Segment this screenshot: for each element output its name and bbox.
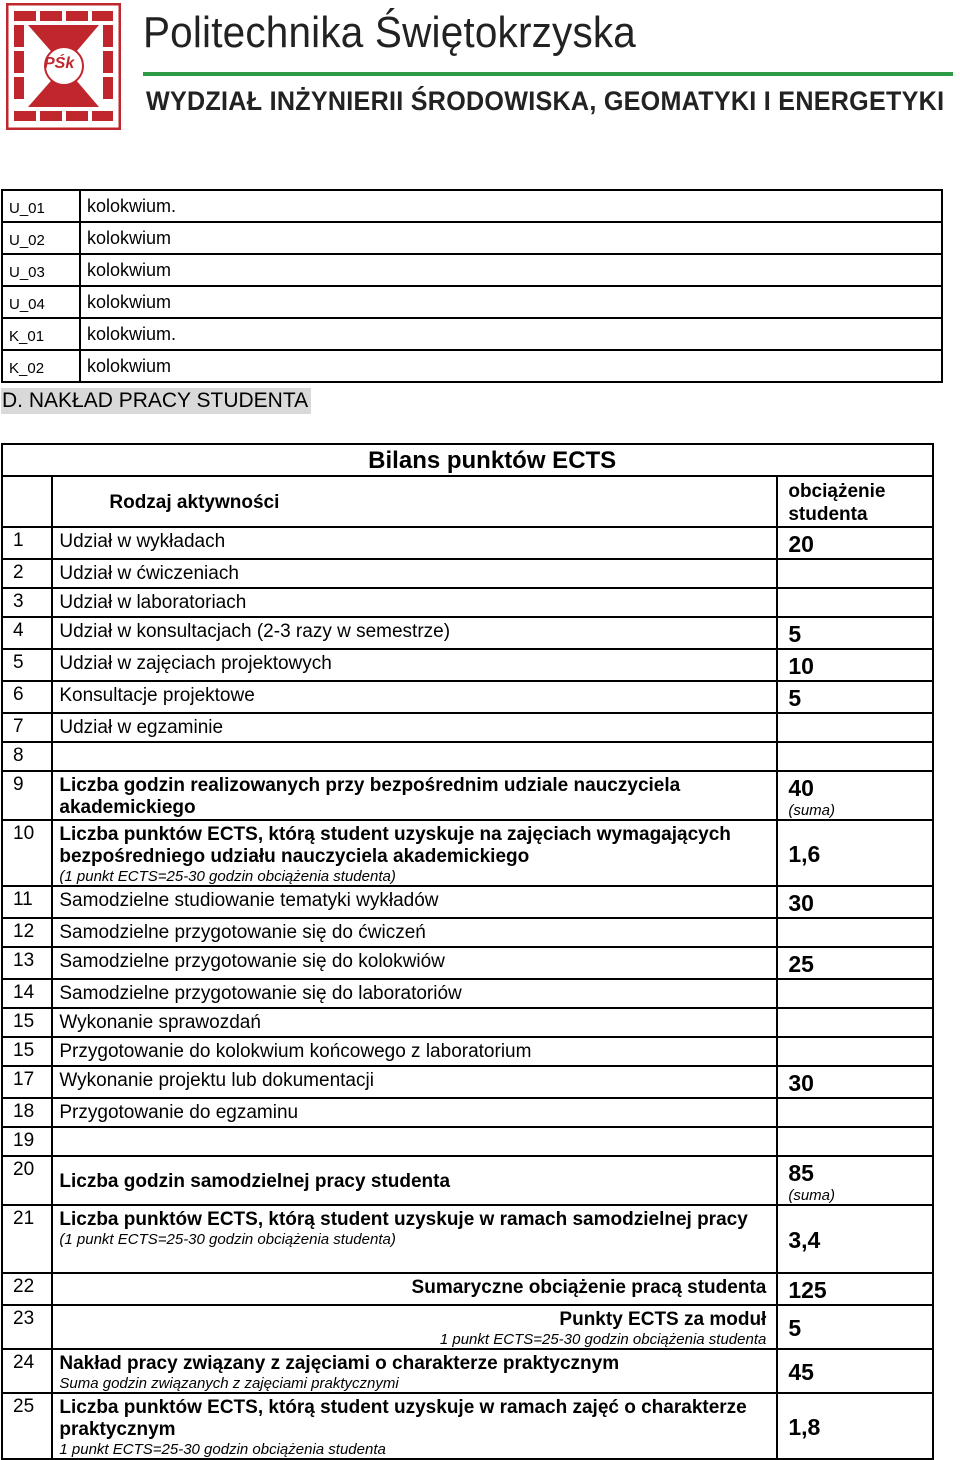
table-row (2, 979, 933, 1008)
activity-label: Liczba godzin samodzielnej pracy studenta (59, 1171, 451, 1192)
effect-method: kolokwium. (80, 190, 942, 222)
row-number: 24 (2, 1349, 52, 1393)
load-value: 30 (788, 890, 814, 916)
load-cell (777, 1205, 933, 1273)
activity-cell (52, 886, 777, 918)
activity-label: Liczba godzin realizowanych przy bezpośrednim udziale nauczyciela akademickiego (59, 775, 681, 818)
activity-label: Udział w konsultacjach (2-3 razy w semestrze) (59, 621, 451, 642)
table-row (2, 886, 933, 918)
activity-label: Udział w wykładach (59, 531, 226, 552)
table-row (2, 1098, 933, 1127)
table-row (2, 820, 933, 886)
table-row (2, 742, 933, 771)
load-cell (777, 1127, 933, 1156)
activity-cell (52, 1156, 777, 1205)
load-value: 30 (788, 1070, 814, 1096)
section-title: D. NAKŁAD PRACY STUDENTA (1, 388, 311, 414)
load-value: 40 (788, 775, 814, 801)
load-cell (777, 1273, 933, 1305)
load-sum-label: (suma) (788, 1187, 836, 1204)
activity-cell (52, 1205, 777, 1273)
table-row (2, 1349, 933, 1393)
effect-row (2, 286, 942, 318)
row-number: 5 (2, 649, 52, 681)
effect-method: kolokwium (80, 222, 942, 254)
table-row (2, 1205, 933, 1273)
activity-cell (52, 527, 777, 559)
table-row (2, 617, 933, 649)
load-value: 5 (788, 1315, 802, 1341)
activity-cell (52, 1008, 777, 1037)
table-row (2, 771, 933, 820)
col-activity-header: Rodzaj aktywności (52, 476, 777, 527)
load-value: 45 (788, 1359, 814, 1385)
load-cell (777, 1066, 933, 1098)
activity-cell (52, 771, 777, 820)
activity-cell (52, 649, 777, 681)
faculty-name: WYDZIAŁ INŻYNIERII ŚRODOWISKA, GEOMATYKI I ENERGETYKI (146, 86, 945, 116)
activity-cell (52, 820, 777, 886)
row-number: 20 (2, 1156, 52, 1205)
effect-code: U_01 (2, 190, 80, 222)
activity-label: Przygotowanie do kolokwium końcowego z laboratorium (59, 1041, 532, 1062)
row-number: 25 (2, 1393, 52, 1459)
activity-cell (52, 1127, 777, 1156)
table-title: Bilans punktów ECTS (52, 444, 933, 476)
load-cell (777, 527, 933, 559)
row-number: 4 (2, 617, 52, 649)
row-number: 22 (2, 1273, 52, 1305)
load-value: 3,4 (788, 1227, 821, 1253)
effect-method: kolokwium (80, 350, 942, 382)
load-value: 10 (788, 653, 814, 679)
activity-cell (52, 947, 777, 979)
activity-cell (52, 1037, 777, 1066)
effect-row (2, 254, 942, 286)
activity-label: Przygotowanie do egzaminu (59, 1102, 299, 1123)
load-cell (777, 617, 933, 649)
header-divider (143, 72, 953, 76)
table-row (2, 1127, 933, 1156)
table-row (2, 559, 933, 588)
activity-note: 1 punkt ECTS=25-30 godzin obciążenia studenta (59, 1441, 386, 1458)
activity-label: Samodzielne przygotowanie się do laboratoriów (59, 983, 462, 1004)
table-row (2, 1066, 933, 1098)
row-number: 9 (2, 771, 52, 820)
effect-row (2, 350, 942, 382)
effect-code: U_03 (2, 254, 80, 286)
load-cell (777, 559, 933, 588)
effects-table (1, 189, 943, 383)
load-cell (777, 742, 933, 771)
activity-label: Nakład pracy związany z zajęciami o charakterze praktycznym (59, 1353, 620, 1374)
table-row (2, 1273, 933, 1305)
load-cell (777, 918, 933, 947)
ects-balance-table (1, 443, 934, 1460)
load-cell (777, 588, 933, 617)
row-number: 6 (2, 681, 52, 713)
activity-label: Samodzielne studiowanie tematyki wykładów (59, 890, 439, 911)
row-number: 15 (2, 1037, 52, 1066)
load-value: 20 (788, 531, 814, 557)
activity-label: Wykonanie sprawozdań (59, 1012, 261, 1033)
col-load-header: obciążenie studenta (777, 476, 933, 527)
activity-cell (52, 1098, 777, 1127)
activity-label: Samodzielne przygotowanie się do ćwiczeń (59, 922, 426, 943)
effect-method: kolokwium (80, 286, 942, 318)
row-number: 3 (2, 588, 52, 617)
effect-method: kolokwium. (80, 318, 942, 350)
table-row (2, 1008, 933, 1037)
logo-text: PŚk (44, 55, 75, 72)
activity-label: Liczba punktów ECTS, którą student uzyskuje na zajęciach wymagających bezpośredniego udziału nauczyciela akademickiego (59, 824, 731, 867)
activity-note: Suma godzin związanych z zajęciami praktycznymi (59, 1375, 399, 1392)
load-value: 1,8 (788, 1414, 821, 1440)
effect-code: U_04 (2, 286, 80, 318)
activity-label: Liczba punktów ECTS, którą student uzyskuje w ramach zajęć o charakterze praktycznym (59, 1397, 747, 1440)
activity-note: 1 punkt ECTS=25-30 godzin obciążenia studenta (439, 1331, 767, 1348)
row-number: 21 (2, 1205, 52, 1273)
load-sum-label: (suma) (788, 802, 836, 819)
activity-cell (52, 1305, 777, 1349)
table-row (2, 681, 933, 713)
table-row (2, 713, 933, 742)
load-cell (777, 1305, 933, 1349)
load-cell (777, 681, 933, 713)
effect-method: kolokwium (80, 254, 942, 286)
effect-row (2, 222, 942, 254)
row-number: 23 (2, 1305, 52, 1349)
activity-note: (1 punkt ECTS=25-30 godzin obciążenia studenta) (59, 1231, 396, 1248)
load-value: 25 (788, 951, 814, 977)
effect-code: K_02 (2, 350, 80, 382)
activity-cell (52, 979, 777, 1008)
table-row (2, 947, 933, 979)
row-number: 13 (2, 947, 52, 979)
table-row (2, 1305, 933, 1349)
activity-cell (52, 1393, 777, 1459)
load-value: 85 (788, 1160, 814, 1186)
university-name: Politechnika Świętokrzyska (143, 8, 637, 57)
row-number: 10 (2, 820, 52, 886)
table-row (2, 1393, 933, 1459)
activity-cell (52, 588, 777, 617)
activity-cell (52, 918, 777, 947)
activity-cell (52, 559, 777, 588)
row-number: 14 (2, 979, 52, 1008)
row-number: 7 (2, 713, 52, 742)
load-value: 5 (788, 685, 802, 711)
load-cell (777, 771, 933, 820)
row-number: 15 (2, 1008, 52, 1037)
activity-label: Udział w zajęciach projektowych (59, 653, 332, 674)
load-cell (777, 886, 933, 918)
activity-cell (52, 1349, 777, 1393)
row-number: 2 (2, 559, 52, 588)
table-row (2, 1156, 933, 1205)
activity-note: (1 punkt ECTS=25-30 godzin obciążenia studenta) (59, 868, 396, 885)
activity-label: Udział w egzaminie (59, 717, 224, 738)
row-number: 8 (2, 742, 52, 771)
university-logo (6, 3, 121, 130)
load-value: 125 (788, 1277, 827, 1303)
activity-cell (52, 1273, 777, 1305)
load-cell (777, 1349, 933, 1393)
row-number: 11 (2, 886, 52, 918)
table-row (2, 1037, 933, 1066)
load-cell (777, 979, 933, 1008)
activity-cell (52, 681, 777, 713)
load-cell (777, 1037, 933, 1066)
load-cell (777, 1156, 933, 1205)
row-number: 12 (2, 918, 52, 947)
load-value: 5 (788, 621, 802, 647)
load-cell (777, 1098, 933, 1127)
load-cell (777, 947, 933, 979)
activity-label: Udział w ćwiczeniach (59, 563, 239, 584)
activity-label: Samodzielne przygotowanie się do kolokwiów (59, 951, 445, 972)
load-value: 1,6 (788, 841, 821, 867)
effect-row (2, 190, 942, 222)
table-row (2, 527, 933, 559)
table-row (2, 588, 933, 617)
load-cell (777, 1393, 933, 1459)
activity-label: Udział w laboratoriach (59, 592, 247, 613)
activity-label: Wykonanie projektu lub dokumentacji (59, 1070, 374, 1091)
row-number: 18 (2, 1098, 52, 1127)
activity-cell (52, 617, 777, 649)
effect-code: U_02 (2, 222, 80, 254)
row-number: 19 (2, 1127, 52, 1156)
effect-row (2, 318, 942, 350)
table-row (2, 918, 933, 947)
row-number: 1 (2, 527, 52, 559)
activity-label: Konsultacje projektowe (59, 685, 255, 706)
load-cell (777, 649, 933, 681)
activity-label: Sumaryczne obciążenie pracą studenta (411, 1277, 767, 1298)
load-cell (777, 820, 933, 886)
activity-label: Punkty ECTS za moduł (559, 1309, 767, 1330)
row-number: 17 (2, 1066, 52, 1098)
load-cell (777, 1008, 933, 1037)
activity-cell (52, 1066, 777, 1098)
activity-cell (52, 713, 777, 742)
table-row (2, 649, 933, 681)
activity-cell (52, 742, 777, 771)
load-cell (777, 713, 933, 742)
effect-code: K_01 (2, 318, 80, 350)
activity-label: Liczba punktów ECTS, którą student uzyskuje w ramach samodzielnej pracy (59, 1209, 748, 1230)
